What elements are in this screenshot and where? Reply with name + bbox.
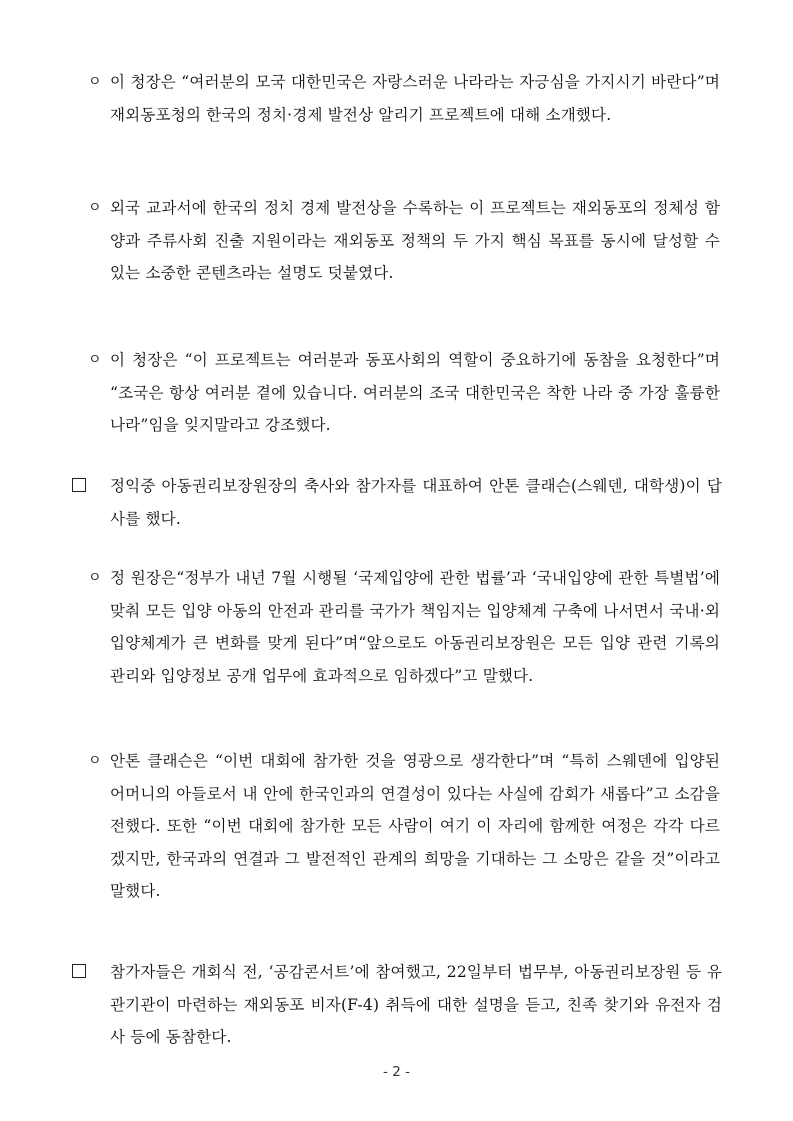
bullet-marker: ㅇ [88, 352, 102, 368]
bullet-marker: ㅇ [88, 74, 102, 90]
bullet-marker: ㅇ [88, 753, 102, 769]
paragraph-4 [88, 562, 720, 692]
paragraph-text: 이 청장은 “이 프로젝트는 여러분과 동포사회의 역할이 중요하기에 동참을 요청한다”며 “조국은 항상 여러분 곁에 있습니다. 여러분의 조국 대한민국은 착한 나라 중 가장 훌륭한 나라”임을 잊지말라고 강조했다. [110, 351, 720, 434]
paragraph-text: 정 원장은“정부가 내년 7월 시행될 ‘국제입양에 관한 법률’과 ‘국내입양에 관한 특별법’에 맞춰 모든 입양 아동의 안전과 관리를 국가가 책임지는 입양체계 구축에 나서면서 국내·외 입양체계가 큰 변화를 맞게 된다”며“앞으로도 아동권리보장원은 모든 입양 관련 기록의 관리와 입양정보 공개 업무에 효과적으로 임하겠다”고 말했다. [110, 569, 720, 685]
checkbox-square-icon [72, 478, 86, 492]
paragraph-text: 이 청장은 “여러분의 모국 대한민국은 자랑스러운 나라라는 자긍심을 가지시기 바란다”며 재외동포청의 한국의 정치·경제 발전상 알리기 프로젝트에 대해 소개했다. [110, 73, 720, 124]
bullet-marker: ㅇ [88, 570, 102, 586]
bullet-marker: ㅇ [88, 200, 102, 216]
section-heading-2 [72, 956, 722, 1054]
paragraph-text: 정익중 아동권리보장원장의 축사와 참가자를 대표하여 안톤 클래슨(스웨덴, 대학생)이 답사를 했다. [110, 477, 722, 528]
paragraph-text: 외국 교과서에 한국의 정치 경제 발전상을 수록하는 이 프로젝트는 재외동포의 정체성 함양과 주류사회 진출 지원이라는 재외동포 정책의 두 가지 핵심 목표를 동시에 달성할 수 있는 소중한 콘텐츠라는 설명도 덧붙였다. [110, 199, 720, 282]
checkbox-square-icon [72, 964, 86, 978]
paragraph-5 [88, 745, 720, 908]
paragraph-3 [88, 344, 720, 442]
paragraph-text: 참가자들은 개회식 전, ‘공감콘서트’에 참여했고, 22일부터 법무부, 아동권리보장원 등 유관기관이 마련하는 재외동포 비자(F-4) 취득에 대한 설명을 듣고, 친족 찾기와 유전자 검사 등에 동참한다. [110, 963, 722, 1046]
paragraph-2 [88, 192, 720, 290]
page-number: - 2 - [383, 1064, 410, 1080]
paragraph-text: 안톤 클래슨은 “이번 대회에 참가한 것을 영광으로 생각한다”며 “특히 스웨덴에 입양된 어머니의 아들로서 내 안에 한국인과의 연결성이 있다는 사실에 감회가 새롭다”고 소감을 전했다. 또한 “이번 대회에 참가한 모든 사람이 여기 이 자리에 함께한 여정은 각각 다르겠지만, 한국과의 연결과 그 발전적인 관계의 희망을 기대하는 그 소망은 같을 것”이라고 말했다. [110, 752, 720, 900]
paragraph-1 [88, 66, 720, 131]
section-heading-1 [72, 470, 722, 535]
